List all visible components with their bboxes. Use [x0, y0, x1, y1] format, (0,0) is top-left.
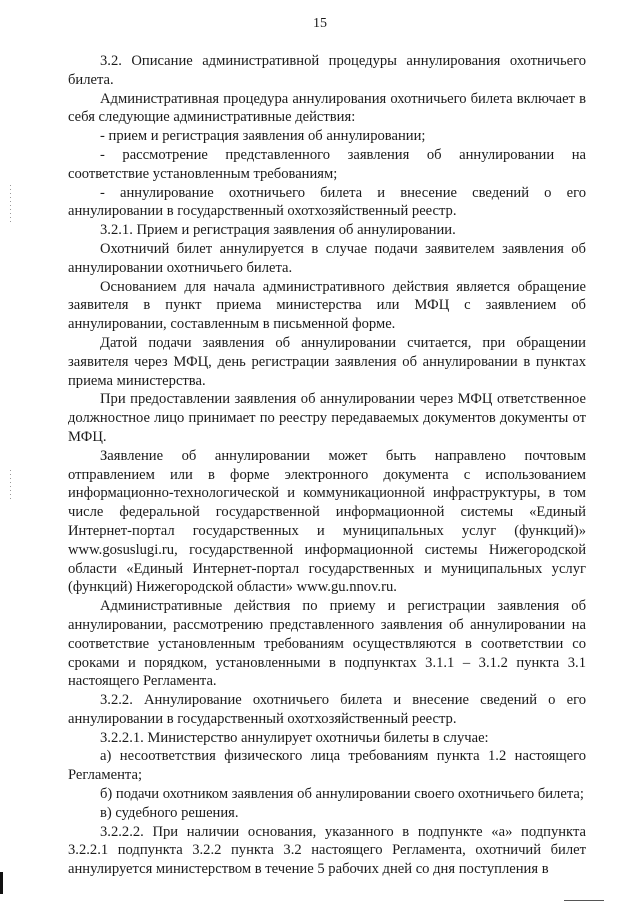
scan-bottom-line — [564, 900, 604, 901]
paragraph-section-3-2: 3.2. Описание административной процедуры аннулирования охотничьего билета. — [68, 53, 586, 88]
paragraph-electronic-submission: Заявление об аннулировании может быть направлено почтовым отправлением или в форме электронного документа с использованием информационно-технологической и коммуникационной инфраструктуры, в том числе федеральной государственной информационной системы «Единый Интернет-портал государственных и муниципальных услуг (функций)» www.gosuslugi.ru, государственной информационной системы Нижегородской области «Единый Интернет-портал государственных и муниципальных услуг (функций) Нижегородской области» www.gu.nnov.ru. — [68, 447, 586, 596]
scan-artifact — [10, 185, 11, 225]
paragraph-annulment-case: Охотничий билет аннулируется в случае подачи заявителем заявления об аннулировании охотничьего билета. — [68, 240, 586, 276]
list-item-reception: - прием и регистрация заявления об аннулировании; — [100, 128, 426, 145]
document-body — [68, 52, 586, 879]
paragraph-filing-date: Датой подачи заявления об аннулировании считается, при обращении заявителя через МФЦ, день регистрации заявления об аннулировании в пунктах приема министерства. — [68, 334, 586, 389]
scan-edge-mark — [0, 872, 3, 894]
paragraph-section-3-2-1: 3.2.1. Прием и регистрация заявления об аннулировании. — [100, 222, 456, 239]
paragraph-administrative-actions: Административные действия по приему и регистрации заявления об аннулировании, рассмотрению представленного заявления об аннулировании на соответствие установленным требованиям осуществляются в соответствии со сроками и порядком, установленными в подпунктах 3.1.1 – 3.1.2 пункта 3.1 настоящего Регламента. — [68, 598, 586, 690]
paragraph-procedure-includes: Административная процедура аннулирования охотничьего билета включает в себя следующие административные действия: — [68, 90, 586, 126]
list-item-annulment: - аннулирование охотничьего билета и внесение сведений о его аннулировании в государственный охотхозяйственный реестр. — [68, 184, 586, 220]
list-item-c: в) судебного решения. — [100, 804, 239, 821]
page-number: 15 — [313, 16, 327, 31]
paragraph-basis: Основанием для начала административного действия является обращение заявителя в пункт приема министерства или МФЦ с заявлением об аннулировании, составленным в письменной форме. — [68, 278, 586, 333]
paragraph-section-3-2-2-2: 3.2.2.2. При наличии основания, указанного в подпункте «а» подпункта 3.2.2.1 подпункта 3.2.2 пункта 3.2 настоящего Регламента, охотничий билет аннулируется министерством в течение 5 рабочих дней со дня поступления в — [68, 823, 586, 878]
list-item-a: а) несоответствия физического лица требованиям пункта 1.2 настоящего Регламента; — [68, 748, 586, 784]
list-item-review: - рассмотрение представленного заявления об аннулировании на соответствие установленным требованиям; — [68, 146, 586, 182]
paragraph-mfc-submission: При предоставлении заявления об аннулировании через МФЦ ответственное должностное лицо принимает по реестру передаваемых документов документы от МФЦ. — [68, 391, 586, 445]
paragraph-section-3-2-2: 3.2.2. Аннулирование охотничьего билета и внесение сведений о его аннулировании в государственный охотхозяйственный реестр. — [68, 692, 586, 727]
list-item-b: б) подачи охотником заявления об аннулировании своего охотничьего билета; — [100, 786, 584, 803]
paragraph-section-3-2-2-1: 3.2.2.1. Министерство аннулирует охотничьи билеты в случае: — [100, 729, 489, 746]
scan-artifact — [10, 470, 11, 500]
